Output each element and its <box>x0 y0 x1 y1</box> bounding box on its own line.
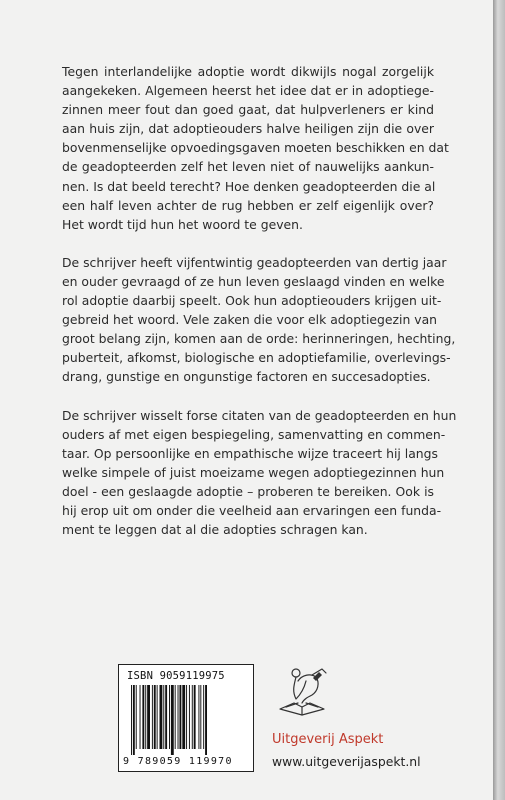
barcode-bar <box>160 685 163 749</box>
barcode-bar <box>133 685 135 755</box>
reading-figure-logo-icon <box>272 665 332 717</box>
text-line: ment te leggen dat al die adopties schragen kan. <box>62 522 368 538</box>
text-line: Het wordt tijd hun het woord te geven. <box>62 216 303 232</box>
text-line: groot belang zijn, komen aan de orde: herinneringen, hechting, <box>62 331 456 347</box>
blurb-paragraph-1 <box>62 62 449 234</box>
text-line: hij erop uit om onder die veelheid aan ervaringen een funda- <box>62 502 442 518</box>
text-line: taar. Op persoonlijke en empathische wijze traceert hij langs <box>62 445 438 461</box>
barcode-bar <box>182 685 185 749</box>
barcode-bar <box>178 685 179 749</box>
barcode-bar <box>142 685 144 749</box>
text-line: doel - een geslaagde adoptie – proberen te bereiken. Ook is <box>62 483 434 499</box>
barcode-bar <box>205 685 207 755</box>
text-line: aangekeken. Algemeen heerst het idee dat er in adoptiege- <box>62 83 434 99</box>
barcode-bar <box>165 685 167 749</box>
barcode-bar <box>157 685 158 749</box>
barcode-bar <box>186 685 187 749</box>
barcode-bar <box>179 685 181 749</box>
blurb-paragraph-2 <box>62 253 456 387</box>
text-line: gebreid het woord. Vele zaken die voor elk adoptiegezin van <box>62 312 438 328</box>
blurb-paragraph-3 <box>62 406 457 540</box>
barcode-bar <box>171 685 174 755</box>
text-line: bovenmenselijke opvoedingsgaven moeten beschikken en dat <box>62 140 449 156</box>
barcode-bar <box>194 685 196 749</box>
barcode <box>118 664 254 772</box>
text-line: rol adoptie daarbij speelt. Ook hun adoptieouders krijgen uit- <box>62 293 442 309</box>
barcode-bar <box>136 685 137 749</box>
barcode-digits: 9 789059 119970 <box>123 756 233 767</box>
barcode-bar <box>175 685 176 749</box>
text-line: De schrijver wisselt forse citaten van de geadopteerden en hun <box>62 407 457 423</box>
isbn-label: ISBN 9059119975 <box>127 670 225 682</box>
text-line: ouders af met eigen bespiegeling, samenvatting en commen- <box>62 426 446 442</box>
barcode-bar <box>189 685 190 749</box>
text-line: en ouder gevraagd of ze hun leven geslaagd vinden en welke <box>62 273 445 289</box>
barcode-bar <box>192 685 193 749</box>
barcode-bar <box>152 685 153 749</box>
text-line: een half leven achter de rug hebben er zelf eigenlijk over? <box>62 197 434 213</box>
barcode-bar <box>145 685 146 749</box>
barcode-bar <box>154 685 156 749</box>
barcode-bar <box>203 685 204 749</box>
barcode-bar <box>169 685 170 749</box>
publisher-website: www.uitgeverijaspekt.nl <box>272 754 421 769</box>
text-line: puberteit, afkomst, biologische en adoptiefamilie, overlevings- <box>62 350 451 366</box>
text-line: drang, gunstige en ongunstige factoren en succesadopties. <box>62 369 431 385</box>
barcode-bars <box>131 685 241 755</box>
text-line: Tegen interlandelijke adoptie wordt dikwijls nogal zorgelijk <box>62 64 434 79</box>
barcode-bar <box>200 685 201 749</box>
page-edge <box>493 0 505 800</box>
text-line: aan huis zijn, dat adoptieouders halve heiligen zijn die over <box>62 121 434 137</box>
text-line: nen. Is dat beeld terecht? Hoe denken geadopteerden die al <box>62 178 436 194</box>
barcode-bar <box>163 685 164 749</box>
text-line: De schrijver heeft vijfentwintig geadopteerden van dertig jaar <box>62 254 447 270</box>
barcode-bar <box>198 685 199 749</box>
text-line: de geadopteerden zelf het leven niet of nauwelijks aankun- <box>62 159 434 175</box>
text-line: zinnen meer fout dan goed gaat, dat hulpverleners er kind <box>62 102 434 118</box>
blurb-text <box>62 62 457 558</box>
text-line: welke simpele of juist moeizame wegen adoptiegezinnen hun <box>62 464 445 480</box>
barcode-bar <box>131 685 132 755</box>
barcode-bar <box>147 685 150 749</box>
barcode-bar <box>140 685 141 749</box>
publisher-name: Uitgeverij Aspekt <box>272 732 384 747</box>
